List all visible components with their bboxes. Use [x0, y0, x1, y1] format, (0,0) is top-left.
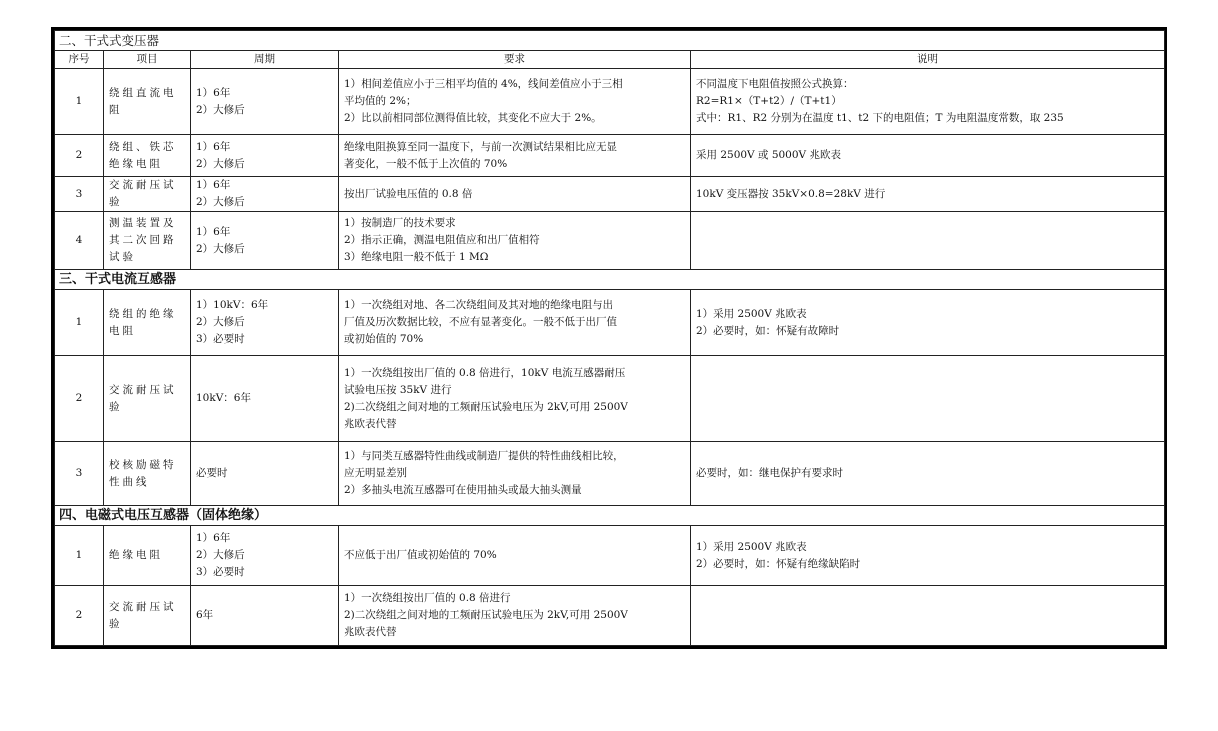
cell-line: 试验电压按 35kV 进行: [344, 383, 452, 396]
cell-line: 1）采用 2500V 兆欧表: [696, 540, 807, 553]
row-note: [691, 69, 1165, 135]
row-requirement: [339, 212, 691, 270]
cell-line: 必要时，如：继电保护有要求时: [696, 467, 843, 479]
cell-line: 3）必要时: [196, 333, 245, 345]
cell-line: 兆欧表代替: [344, 417, 397, 430]
cell-line: 2）大修后: [196, 242, 245, 255]
row-note: [691, 586, 1165, 646]
cell-line: 2)二次绕组之间对地的工频耐压试验电压为 2kV,可用 2500V: [344, 609, 628, 621]
cell-line: 厂值及历次数据比较，不应有显著变化。一般不低于出厂值: [344, 316, 617, 328]
row-item: 交流耐压试验: [104, 177, 191, 212]
cell-line: 兆欧表代替: [344, 626, 397, 638]
cell-line: 1）与同类互感器特性曲线或制造厂提供的特性曲线相比较，: [344, 450, 624, 462]
row-number: 2: [55, 135, 104, 177]
row-requirement: [339, 586, 691, 646]
cell-line: 平均值的 2%；: [344, 95, 417, 107]
column-header-row: [55, 51, 1165, 69]
section-title: 二、干式式变压器: [55, 31, 1165, 51]
cell-line: 2）大修后: [196, 549, 245, 561]
cell-line: 10kV：6年: [196, 392, 251, 404]
cell-line: 采用 2500V 或 5000V 兆欧表: [696, 149, 841, 161]
section-header-row: [55, 270, 1165, 290]
row-period: [191, 212, 339, 270]
column-header-item: 项目: [104, 51, 191, 69]
row-note: [691, 290, 1165, 356]
cell-line: 2）比以前相同部位测得值比较，其变化不应大于 2%。: [344, 112, 602, 124]
table-row: [55, 69, 1165, 135]
table-row: [55, 526, 1165, 586]
row-item: 绝缘电阻: [104, 526, 191, 586]
cell-line: 2）指示正确，测温电阻值应和出厂值相符: [344, 234, 540, 246]
row-requirement: [339, 177, 691, 212]
row-item: 测温装置及其二次回路试验: [104, 212, 191, 270]
column-header-note: 说明: [691, 51, 1165, 69]
test-standard-table: [54, 30, 1165, 646]
row-requirement: [339, 356, 691, 442]
row-number: 3: [55, 442, 104, 506]
row-note: [691, 212, 1165, 270]
cell-line: 1）10kV：6年: [196, 299, 269, 311]
row-period: [191, 356, 339, 442]
cell-line: 2）大修后: [196, 103, 245, 116]
cell-line: 2）必要时，如：怀疑有故障时: [696, 324, 840, 337]
row-note: [691, 526, 1165, 586]
cell-line: 2）大修后: [196, 157, 245, 170]
cell-line: 1）一次绕组按出厂值的 0.8 倍进行，10kV 电流互感器耐压: [344, 366, 626, 379]
cell-line: 2）必要时，如：怀疑有绝缘缺陷时: [696, 557, 861, 570]
cell-line: 1）6年: [196, 225, 231, 238]
cell-line: 著变化，一般不低于上次值的 70%: [344, 157, 508, 170]
row-number: 4: [55, 212, 104, 270]
row-period: [191, 135, 339, 177]
row-requirement: [339, 69, 691, 135]
row-note: [691, 442, 1165, 506]
section-title: 四、电磁式电压互感器（固体绝缘）: [55, 506, 1165, 526]
cell-line: 1）6年: [196, 532, 231, 544]
row-item: 绕组、铁芯绝缘电阻: [104, 135, 191, 177]
row-period: [191, 586, 339, 646]
column-header-req: 要求: [339, 51, 691, 69]
row-number: 1: [55, 290, 104, 356]
cell-line: 必要时: [196, 467, 228, 479]
row-number: 3: [55, 177, 104, 212]
section-header-row: [55, 506, 1165, 526]
column-header-no: 序号: [55, 51, 104, 69]
row-requirement: [339, 526, 691, 586]
row-number: 2: [55, 356, 104, 442]
row-number: 1: [55, 69, 104, 135]
cell-line: 1）按制造厂的技术要求: [344, 217, 456, 229]
cell-line: 2）大修后: [196, 316, 245, 328]
row-item: 绕组的绝缘电阻: [104, 290, 191, 356]
section-title: 三、干式电流互感器: [55, 270, 1165, 290]
row-note: [691, 356, 1165, 442]
cell-line: 3）必要时: [196, 566, 245, 578]
cell-line: 1）6年: [196, 179, 231, 191]
row-item: 校核励磁特性曲线: [104, 442, 191, 506]
section-header-row: [55, 31, 1165, 51]
row-item: 交流耐压试验: [104, 586, 191, 646]
table-row: [55, 442, 1165, 506]
row-note: [691, 177, 1165, 212]
row-period: [191, 290, 339, 356]
cell-line: 2）大修后: [196, 196, 245, 208]
table-row: [55, 212, 1165, 270]
table-row: [55, 586, 1165, 646]
row-item: 绕组直流电阻: [104, 69, 191, 135]
row-requirement: [339, 290, 691, 356]
cell-line: 1）采用 2500V 兆欧表: [696, 307, 807, 320]
cell-line: 或初始值的 70%: [344, 333, 424, 345]
cell-line: 1）6年: [196, 86, 231, 99]
cell-line: 2)二次绕组之间对地的工频耐压试验电压为 2kV,可用 2500V: [344, 400, 628, 413]
row-period: [191, 69, 339, 135]
row-number: 1: [55, 526, 104, 586]
table-row: [55, 177, 1165, 212]
cell-line: 3）绝缘电阻一般不低于 1 MΩ: [344, 251, 489, 263]
row-requirement: [339, 135, 691, 177]
row-period: [191, 442, 339, 506]
cell-line: 6年: [196, 609, 214, 621]
cell-line: R2=R1×（T+t2）/（T+t1）: [696, 95, 842, 107]
cell-line: 1）一次绕组对地、各二次绕组间及其对地的绝缘电阻与出: [344, 299, 614, 311]
row-requirement: [339, 442, 691, 506]
cell-line: 不应低于出厂值或初始值的 70%: [344, 549, 497, 561]
cell-line: 按出厂试验电压值的 0.8 倍: [344, 187, 473, 200]
row-period: [191, 177, 339, 212]
document-sheet: [51, 27, 1167, 649]
cell-line: 1）6年: [196, 140, 231, 153]
row-period: [191, 526, 339, 586]
cell-line: 不同温度下电阻值按照公式换算：: [696, 78, 854, 90]
row-number: 2: [55, 586, 104, 646]
cell-line: 绝缘电阻换算至同一温度下，与前一次测试结果相比应无显: [344, 140, 617, 153]
row-item: 交流耐压试验: [104, 356, 191, 442]
table-row: [55, 135, 1165, 177]
table-row: [55, 356, 1165, 442]
cell-line: 2）多抽头电流互感器可在使用抽头或最大抽头测量: [344, 484, 582, 496]
cell-line: 1）一次绕组按出厂值的 0.8 倍进行: [344, 592, 511, 604]
cell-line: 应无明显差别: [344, 467, 407, 479]
table-row: [55, 290, 1165, 356]
column-header-period: 周期: [191, 51, 339, 69]
cell-line: 10kV 变压器按 35kV×0.8=28kV 进行: [696, 187, 886, 200]
cell-line: 1）相间差值应小于三相平均值的 4%，线间差值应小于三相: [344, 78, 623, 90]
cell-line: 式中：R1、R2 分别为在温度 t1、t2 下的电阻值；T 为电阻温度常数，取 235: [696, 112, 1064, 124]
row-note: [691, 135, 1165, 177]
